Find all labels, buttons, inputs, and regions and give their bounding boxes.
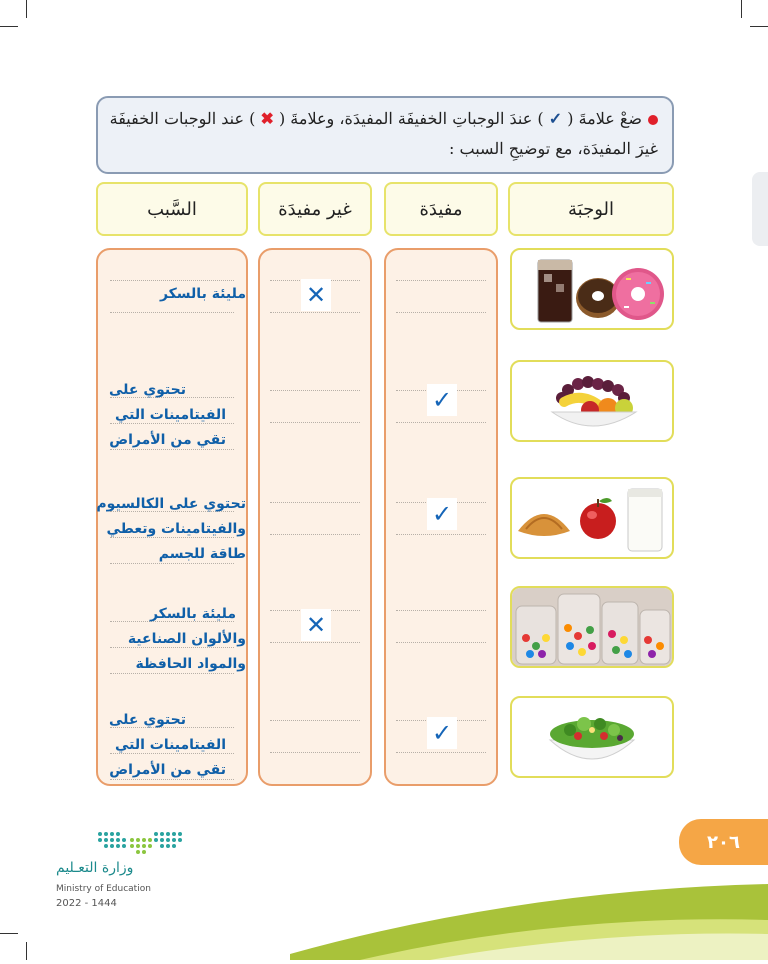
reason-row-4 [108, 602, 246, 677]
reason-line: تقي من الأمراض [109, 762, 226, 778]
check-icon: ✓ [548, 109, 563, 128]
writing-line [110, 312, 234, 313]
instruction-text-b: ) عندَ الوجباتِ الخفيفَة المفيدَة، وعلامةَ ( [278, 109, 544, 128]
cross-mark-row-4: ✕ [301, 609, 331, 641]
instruction-box [96, 96, 674, 174]
check-mark-row-3: ✓ [427, 498, 457, 530]
reason-line: تحتوي على [109, 712, 186, 728]
reason-line: الفيتامينات التي [114, 737, 226, 753]
writing-line [270, 422, 360, 423]
reason-row-5 [108, 708, 246, 783]
crop-mark [741, 0, 742, 18]
header-not-useful: غير مفيدَة [258, 182, 372, 236]
writing-line [270, 534, 360, 535]
page-number: ٢٠٦ [679, 819, 768, 865]
instruction-line-1 [109, 104, 658, 134]
header-meal: الوجبَة [508, 182, 674, 236]
soda-donuts-image [510, 248, 674, 330]
ministry-logo-dots [96, 828, 186, 862]
croissant-apple-milk-image [510, 477, 674, 559]
reason-line: تحتوي على الكالسيوم [96, 496, 246, 512]
reason-line: طاقة للجسم [158, 546, 246, 562]
reason-line: والألوان الصناعية [127, 631, 246, 647]
reason-line: مليئة بالسكر [159, 286, 246, 302]
reason-row-3 [96, 492, 246, 567]
reason-line: والمواد الحافظة [135, 656, 246, 672]
writing-line [270, 642, 360, 643]
writing-line [396, 642, 486, 643]
writing-line [396, 312, 486, 313]
candy-jars-image [510, 586, 674, 668]
writing-line [270, 720, 360, 721]
crop-mark [26, 0, 27, 18]
reason-line: تقي من الأمراض [109, 432, 226, 448]
instruction-line-2: غيرَ المفيدَة، مع توضيحِ السبب : [449, 139, 658, 158]
reason-line: والفيتامينات وتعطي [106, 521, 246, 537]
reason-line: مليئة بالسكر [149, 606, 236, 622]
header-useful: مفيدَة [384, 182, 498, 236]
footer-swoosh [0, 870, 768, 960]
ministry-name-en: Ministry of Education [56, 884, 151, 894]
instruction-text-a: ضعْ علامةَ ( [567, 109, 642, 128]
cross-icon: ✖ [260, 109, 274, 128]
writing-line [270, 502, 360, 503]
reason-line: الفيتامينات التي [114, 407, 226, 423]
writing-line [270, 390, 360, 391]
header-reason: السَّبب [96, 182, 248, 236]
writing-line [396, 610, 486, 611]
check-mark-row-5: ✓ [427, 717, 457, 749]
not-useful-column [258, 248, 372, 786]
edition-year: 2022 - 1444 [56, 898, 117, 909]
crop-mark [750, 26, 768, 27]
writing-line [110, 280, 234, 281]
reason-line: تحتوي على [109, 382, 186, 398]
check-mark-row-2: ✓ [427, 384, 457, 416]
writing-line [270, 312, 360, 313]
reason-row-1 [108, 282, 246, 307]
salad-bowl-image [510, 696, 674, 778]
instruction-text-c: ) عند الوجبات الخفيفَة [109, 109, 256, 128]
side-tab [752, 172, 768, 246]
bullet-icon [648, 115, 658, 125]
reason-row-2 [108, 378, 246, 453]
cross-mark-row-1: ✕ [301, 279, 331, 311]
writing-line [396, 534, 486, 535]
writing-line [396, 752, 486, 753]
ministry-name-ar: وزارة التعـليم [56, 860, 134, 876]
crop-mark [0, 26, 18, 27]
writing-line [270, 752, 360, 753]
writing-line [396, 422, 486, 423]
writing-line [396, 280, 486, 281]
fruit-bowl-image [510, 360, 674, 442]
